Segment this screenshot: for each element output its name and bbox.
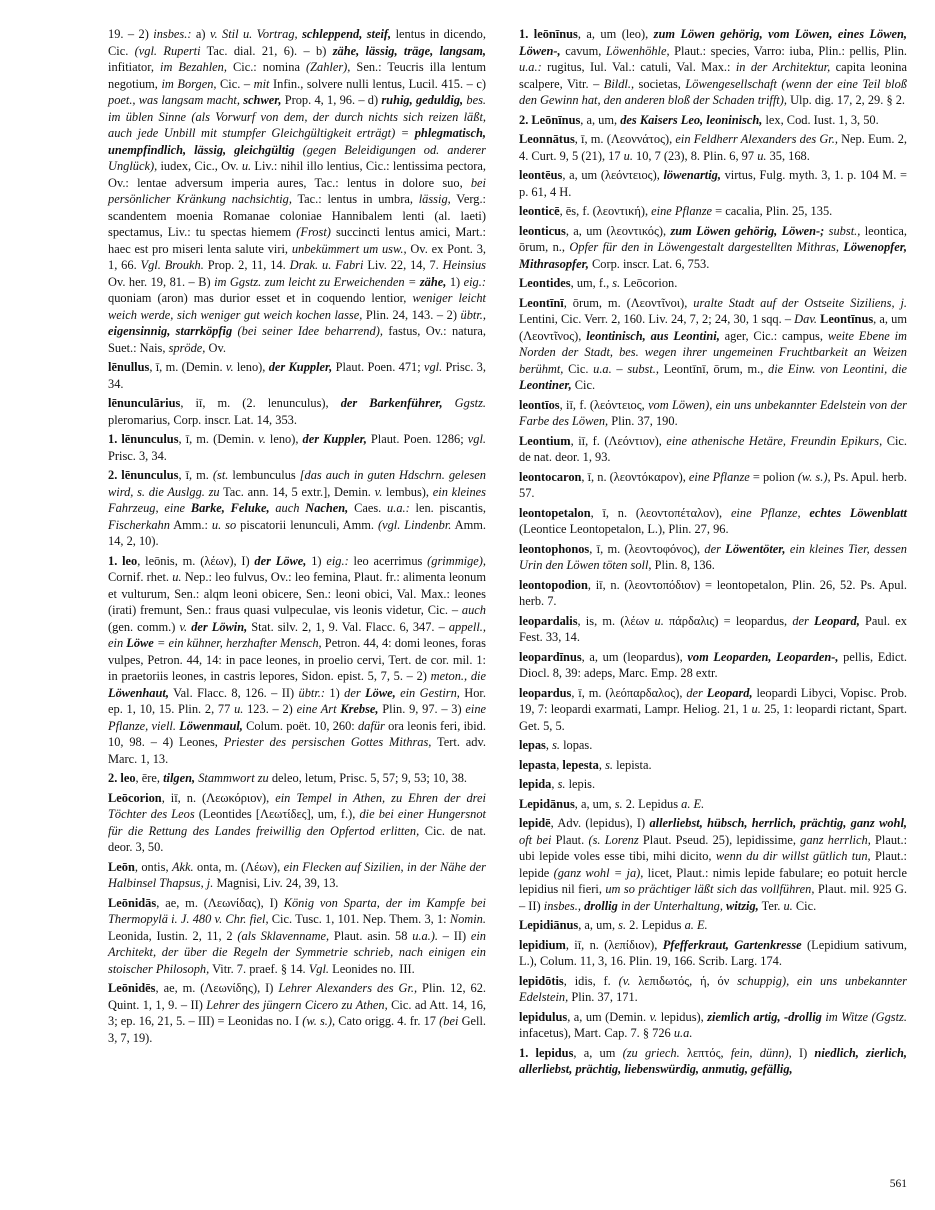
dictionary-entry: leontēus, a, um (λεόντειος), löwenartig, virtus, Fulg. myth. 3, 1. p. 104 M. = p. 61, 4 H. (519, 168, 907, 199)
dictionary-entry: leopardalis, is, m. (λέων u. πάρδαλις) = leopardus, der Leopard, Paul. ex Fest. 33, 14. (519, 613, 907, 644)
dictionary-entry: Leōnidās, ae, m. (Λεωνίδας), I) König von Sparta, der im Kampfe bei Thermopylä i. J. 480 v. Chr. fiel, Cic. Tusc. 1, 101. Nep. Them. 3, 1: Nomin. Leonida, Iustin. 2, 11, 2 (als Sklavenname, Plaut. asin. 58 u.a.). – II) ein Architekt, der über die Regeln der Symmetrie schrieb, nach einigen ein stoischer Philosoph, Vitr. 7. praef. § 14. Vgl. Leonides no. III. (108, 895, 486, 976)
dictionary-entry: lēnullus, ī, m. (Demin. v. leno), der Kuppler, Plaut. Poen. 471; vgl. Prisc. 3, 34. (108, 360, 486, 391)
dictionary-entry: lēnunculārius, iī, m. (2. lenunculus), der Barkenführer, Ggstz. pleromarius, Corp. inscr. Lat. 14, 353. (108, 396, 486, 427)
dictionary-entry: lepasta, lepesta, s. lepista. (519, 757, 652, 772)
dictionary-entry: Lepidiānus, a, um, s. 2. Lepidus a. E. (519, 918, 708, 932)
dictionary-entry: leontopodion, iī, n. (λεοντοπόδιον) = leontopetalon, Plin. 26, 52. Ps. Apul. herb. 7. (519, 577, 907, 608)
dictionary-entry: Lepidānus, a, um, s. 2. Lepidus a. E. (519, 796, 705, 811)
dictionary-entry: leontophonos, ī, m. (λεοντοφόνος), der Löwentöter, ein kleines Tier, dessen Urin den Löwen töten soll, Plin. 8, 136. (519, 541, 907, 572)
dictionary-entry: leonticē, ēs, f. (λεοντική), eine Pflanze = cacalia, Plin. 25, 135. (519, 204, 833, 218)
dictionary-entry: 19. – 2) insbes.: a) v. Stil u. Vortrag, schleppend, steif, lentus in dicendo, Cic. (vgl. Ruperti Tac. dial. 21, 6). – b) zähe, lässig, träge, langsam, infitiator, im Bezahlen, Cic.: nomina (Zahler), Sen.: Teucris illa lentum negotium, im Borgen, Cic. – mit Infin., solvere nulli lentus, Lucil. 415. – c) poet., was langsam macht, schwer, Prop. 4, 1, 96. – d) ruhig, geduldig, bes. im üblen Sinne (als Vorwurf von dem, der durch nichts sich reizen läßt, auch jede Unbill mit stumpfer Gleichgültigkeit erträgt) = phlegmatisch, unempfindlich, lässig, gleichgültig (gegen Beleidigungen od. anderer Unglück), iudex, Cic., Ov. u. Liv.: nihil illo lentius, Cic.: lentissima pectora, Ov.: lentae adversum imperia aures, Tac.: lentus in dolore suo, bei persönlicher Kränkung nachsichtig, Tac.: lentus in umbra, lässig, Verg.: scandentem moenia Romanae coloniae Hannibalem lenti (al. laeti) spectamus, Liv.: tu spectas hiemem (Frost) succincti lentus amici, Mart.: haec est pro miseri lenta salute viri, unbekümmert um usw., Ov. ex Pont. 3, 1, 66. Vgl. Broukh. Prop. 2, 11, 14. Drak. u. Fabri Liv. 22, 14, 7. Heinsius Ov. her. 19, 81. – B) im Ggstz. zum leicht zu Erweichenden = zähe, 1) eig.: quoniam (aron) mas durior esset et in coquendo lentior, weniger leicht weich werde, sich weniger gut weich kochen lasse, Plin. 24, 143. – 2) übtr., eigensinnig, starrköpfig (bei seiner Idee beharrend), fastus, Ov.: natura, Suet.: Nais, spröde, Ov. (108, 27, 487, 355)
dictionary-entry: lepidōtis, idis, f. (v. λεπιδωτός, ή, όν schuppig), ein uns unbekannter Edelstein, Plin. 37, 171. (519, 973, 907, 1004)
dictionary-entry: leontopetalon, ī, n. (λεοντοπέταλον), eine Pflanze, echtes Löwenblatt (Leontice Leontopetalon, L.), Plin. 27, 96. (519, 505, 907, 536)
dictionary-entry: Leōnidēs, ae, m. (Λεωνίδης), I) Lehrer Alexanders des Gr., Plin. 12, 62. Quint. 1, 1, 9. – II) Lehrer des jüngern Cicero zu Athen, Cic. ad Att. 14, 16, 3; ep. 16, 21, 5. – III) = Leonidas no. I (w. s.), Cato origg. 4. fr. 17 (bei Gell. 3, 7, 19). (108, 981, 487, 1045)
dictionary-entry: leopardus, ī, m. (λεόπαρδαλος), der Leopard, leopardi Libyci, Vopisc. Prob. 19, 7: leopardi exarmati, Lampr. Heliog. 21, 1 u. 25, 1: leopardi rictant, Spart. Get. 5, 5. (519, 685, 908, 733)
left-column (108, 26, 486, 1049)
dictionary-entry: lepidulus, a, um (Demin. v. lepidus), ziemlich artig, -drollig im Witze (Ggstz. infacetus), Mart. Cap. 7. § 726 u.a. (519, 1009, 907, 1040)
dictionary-entry: leonticus, a, um (λεοντικός), zum Löwen gehörig, Löwen-; subst., leontica, ōrum, n., Opfer für den in Löwengestalt dargestellten Mithras, Löwenopfer, Mithrasopfer, Corp. inscr. Lat. 6, 753. (519, 223, 908, 271)
dictionary-entry: Leontīnī, ōrum, m. (Λεοντῖνοι), uralte Stadt auf der Ostseite Siziliens, j. Lentini, Cic. Verr. 2, 160. Liv. 24, 7, 2; 24, 30, 1 sqq. – Dav. Leontīnus, a, um (Λεοντῖνος), leontinisch, aus Leontini, ager, Cic.: campus, weite Ebene im Norden der Stadt, bes. wegen ihrer ungemeinen Fruchtbarkeit an Weizen berühmt, Cic. u.a. – subst., Leontīnī, ōrum, m., die Einw. von Leontini, die Leontiner, Cic. (519, 295, 908, 392)
dictionary-entry: 2. leo, ēre, tilgen, Stammwort zu deleo, letum, Prisc. 5, 57; 9, 53; 10, 38. (108, 771, 467, 785)
dictionary-page (108, 26, 908, 1196)
dictionary-entry: leopardīnus, a, um (leopardus), vom Leoparden, Leoparden-, pellis, Edict. Diocl. 8, 39: adeps, Marc. Emp. 28 extr. (519, 649, 907, 680)
dictionary-entry: lepida, s. lepis. (519, 777, 596, 791)
dictionary-entry: lepidium, iī, n. (λεπίδιον), Pfefferkraut, Gartenkresse (Lepidium sativum, L.), Colum. 11, 3, 16. Plin. 19, 166. Scrib. Larg. 174. (519, 937, 908, 968)
dictionary-entry: 1. leo, leōnis, m. (λέων), I) der Löwe, 1) eig.: leo acerrimus (grimmige), Cornif. rhet. u. Nep.: leo fulvus, Ov.: leo femina, Plaut. fr.: alimenta leonum et vulturum, Sen.: alqm leoni obicere, Sen.: leoni obici, Val. Max.: leones (irati) fremunt, Sen.: fraus quasi vulpeculae, vis leonis videtur, Cic. – auch (gen. comm.) v. der Löwin, Stat. silv. 2, 1, 9. Val. Flacc. 6, 347. – appell., ein Löwe = ein kühner, herzhafter Mensch, Petron. 44, 4: domi leones, foras vulpes, Petron. 44, 14: in pace leones, in proelio cervi, Tert. de cor. mil. 1: in praetoriis leones, in castris lepores, Sidon. epist. 5, 7, 5. – 2) meton., die Löwenhaut, Val. Flacc. 8, 126. – II) übtr.: 1) der Löwe, ein Gestirn, Hor. ep. 1, 10, 15. Plin. 2, 77 u. 123. – 2) eine Art Krebse, Plin. 9, 97. – 3) eine Pflanze, viell. Löwenmaul, Colum. poët. 10, 260: dafür ora leonis feri, ibid. 10, 98. – 4) Leones, Priester des persischen Gottes Mithras, Tert. adv. Marc. 1, 13. (108, 553, 487, 766)
dictionary-entry: Leōn, ontis, Akk. onta, m. (Λέων), ein Flecken auf Sizilien, in der Nähe der Halbinsel Thapsus, j. Magnisi, Liv. 24, 39, 13. (108, 859, 487, 890)
dictionary-entry: 2. lēnunculus, ī, m. (st. lembunculus [das auch in guten Hdschrn. gelesen wird, s. die Auslgg. zu Tac. ann. 14, 5 extr.], Demin. v. lembus), ein kleines Fahrzeug, eine Barke, Feluke, auch Nachen, Caes. u.a.: len. piscantis, Fischerkahn Amm.: u. so piscatorii lenunculi, Amm. (vgl. Lindenbr. Amm. 14, 2, 10). (108, 468, 487, 548)
dictionary-entry: 2. Leōnīnus, a, um, des Kaisers Leo, leoninisch, lex, Cod. Iust. 1, 3, 50. (519, 112, 879, 127)
dictionary-entry: 1. leōnīnus, a, um (leo), zum Löwen gehörig, vom Löwen, eines Löwen, Löwen-, cavum, Löwenhöhle, Plaut.: species, Varro: iuba, Plin.: pellis, Plin. u.a.: rugitus, Iul. Val.: catuli, Val. Max.: in der Architektur, capita leonina scalpere, Vitr. – Bildl., societas, Löwengesellschaft (wenn der eine Teil bloß den Gewinn hat, den anderen bloß der Schaden trifft), Ulp. dig. 17, 2, 29. § 2. (519, 27, 908, 107)
dictionary-entry: Leontium, iī, f. (Λεόντιον), eine athenische Hetäre, Freundin Epikurs, Cic. de nat. deor. 1, 93. (519, 433, 908, 464)
dictionary-entry: Leōcorion, iī, n. (Λεωκόριον), ein Tempel in Athen, zu Ehren der drei Töchter des Leos (Leontides [Λεωτίδες], um, f.), die bei einer Hungersnot für die Rettung des Landes freiwillig den Opfertod erlitten, Cic. de nat. deor. 3, 50. (108, 790, 486, 854)
right-column (519, 26, 907, 1081)
dictionary-entry: leontocaron, ī, n. (λεοντόκαρον), eine Pflanze = polion (w. s.), Ps. Apul. herb. 57. (519, 469, 907, 500)
dictionary-entry: lepas, s. lopas. (519, 738, 593, 752)
dictionary-entry: 1. lepidus, a, um (zu griech. λεπτός, fein, dünn), I) niedlich, zierlich, allerliebst, prächtig, liebenswürdig, anmutig, gefällig, (519, 1045, 908, 1076)
dictionary-entry: Leontides, um, f., s. Leōcorion. (519, 276, 678, 290)
dictionary-entry: 1. lēnunculus, ī, m. (Demin. v. leno), der Kuppler, Plaut. Poen. 1286; vgl. Prisc. 3, 34. (108, 432, 486, 463)
dictionary-entry: leontīos, iī, f. (λεόντειος, vom Löwen), ein uns unbekannter Edelstein von der Farbe des Löwen, Plin. 37, 190. (519, 397, 907, 428)
dictionary-entry: lepidē, Adv. (lepidus), I) allerliebst, hübsch, herrlich, prächtig, ganz wohl, oft bei Plaut. (s. Lorenz Plaut. Pseud. 25), lepidissime, ganz herrlich, Plaut.: ubi lepide voles esse tibi, mihi dicito, wenn du dir willst gütlich tun, Plaut.: lepide (ganz wohl = ja), licet, Plaut.: nimis lepide fabulare; eo potuit hercle lepidius nil fieri, um so prächtiger läßt sich das vollführen, Plaut. mil. 925 G. – II) insbes., drollig in der Unterhaltung, witzig, Ter. u. Cic. (519, 816, 908, 913)
dictionary-entry: Leonnātus, ī, m. (Λεοννάτος), ein Feldherr Alexanders des Gr., Nep. Eum. 2, 4. Curt. 9, 5 (21), 17 u. 10, 7 (23), 8. Plin. 6, 97 u. 35, 168. (519, 132, 907, 163)
page-number: 561 (889, 1178, 907, 1190)
